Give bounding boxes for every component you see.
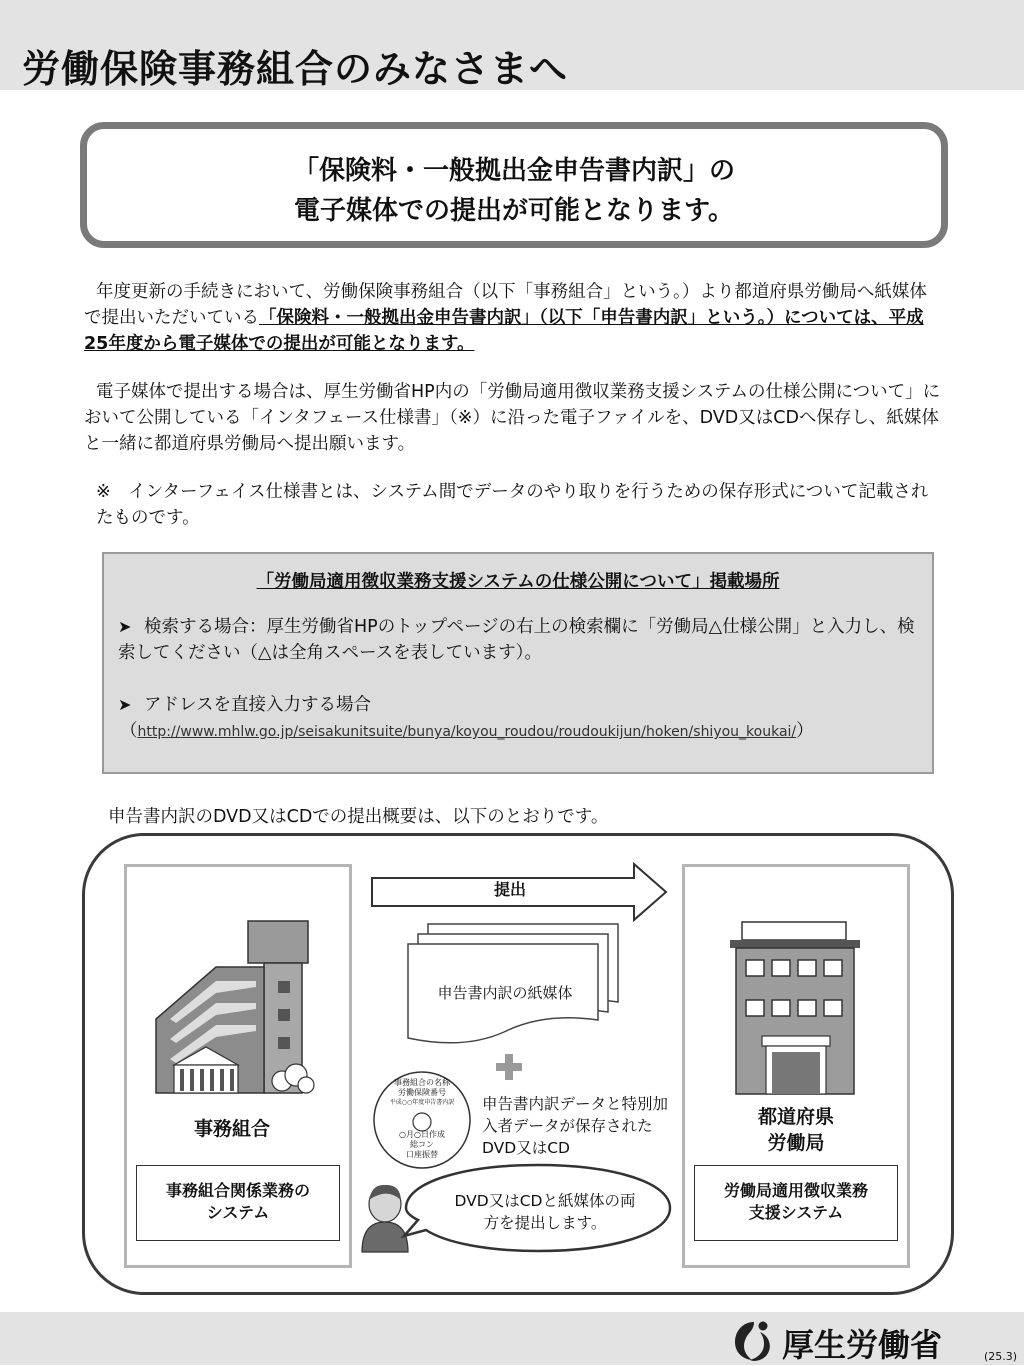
union-system-box: 事務組合関係業務のシステム <box>136 1165 340 1241</box>
url-open-paren: （ <box>120 721 138 741</box>
union-label: 事務組合 <box>193 1118 270 1140</box>
intro-paragraph <box>84 279 944 357</box>
intro-emphasis: 「保険料・一般拠出金申告書内訳」（以下「申告書内訳」という。）については、平成25年度から電子媒体での提出が可能となります。 <box>84 308 924 354</box>
address-instruction-text: アドレスを直接入力する場合 <box>144 695 371 715</box>
labour-bureau-system-box: 労働局適用徴収業務支援システム <box>694 1165 898 1241</box>
union-office-building-icon <box>156 915 314 1095</box>
disc-description: 申告書内訳データと特別加入者データが保存されたDVD又はCD <box>482 1095 669 1157</box>
location-heading: 「労働局適用徴収業務支援システムの仕様公開について」掲載場所 <box>256 572 780 592</box>
search-instruction <box>118 614 918 666</box>
page-title: 労働保険事務組合のみなさまへ <box>22 47 569 91</box>
intro-text: 年度更新の手続きにおいて、労働保険事務組合（以下「事務組合」という。）より都道府県労働局へ紙媒体で提出いただいている <box>84 282 927 328</box>
page-code: (25.3) <box>984 1350 1018 1363</box>
disc-label-line: 総コン <box>410 1140 434 1149</box>
headline-box <box>80 122 948 248</box>
ministry-logo-icon <box>732 1318 776 1362</box>
address-instruction <box>118 692 918 745</box>
location-box <box>102 552 934 774</box>
search-instruction-text: 検索する場合：厚生労働省HPのトップページの右上の検索欄に「労働局△仕様公開」と入力し、検索してください（△は全角スペースを表しています）。 <box>118 617 915 663</box>
procedure-text: 電子媒体で提出する場合は、厚生労働省HP内の「労働局適用徴収業務支援システムの仕様公開について」において公開している「インタフェース仕様書」（※）に沿った電子ファイルを、DVD又はCDへ保存し、紙媒体と一緒に都道府県労働局へ提出願います。 <box>84 382 941 454</box>
paper-media-label: 申告書内訳の紙媒体 <box>437 984 573 1002</box>
submit-arrow-label: 提出 <box>493 880 526 899</box>
disc-label-line: 事務組合の名称 <box>394 1078 450 1087</box>
disc-label-line: 口座振替 <box>406 1150 438 1159</box>
summary-line: 申告書内訳のDVD又はCDでの提出概要は、以下のとおりです。 <box>108 807 609 827</box>
spec-url-link[interactable]: http://www.mhlw.go.jp/seisakunitsuite/bunya/koyou_roudou/roudoukijun/hoken/shiyou_koukai/ <box>137 724 797 740</box>
speech-bubble-text: DVD又はCDと紙媒体の両方を提出します。 <box>454 1192 636 1232</box>
disc-label-line: 平成○○年度申告書内訳 <box>389 1099 455 1106</box>
headline-line-2: 電子媒体での提出が可能となります。 <box>294 196 734 226</box>
procedure-paragraph <box>84 379 944 457</box>
footnote-paragraph: ※ インターフェイス仕様書とは、システム間でデータのやり取りを行うための保存形式について記載されたものです。 <box>96 482 929 528</box>
labour-bureau-label-line2: 労働局 <box>767 1132 825 1154</box>
disc-label-line: ○月○日作成 <box>399 1130 445 1139</box>
labour-bureau-label-line1: 都道府県 <box>757 1106 834 1128</box>
disc-label <box>376 1078 468 1160</box>
disc-label-line: 労働保険番号 <box>398 1088 446 1097</box>
labour-bureau-building-icon <box>728 918 862 1096</box>
ministry-name: 厚生労働省 <box>782 1326 943 1364</box>
labour-bureau-label <box>716 1104 876 1156</box>
plus-icon <box>496 1054 522 1080</box>
bullet-arrow-icon: ➤ <box>118 695 132 714</box>
bullet-arrow-icon: ➤ <box>118 617 132 636</box>
url-close-paren: ） <box>796 721 814 741</box>
headline-line-1: 「保険料・一般拠出金申告書内訳」の <box>292 156 735 186</box>
